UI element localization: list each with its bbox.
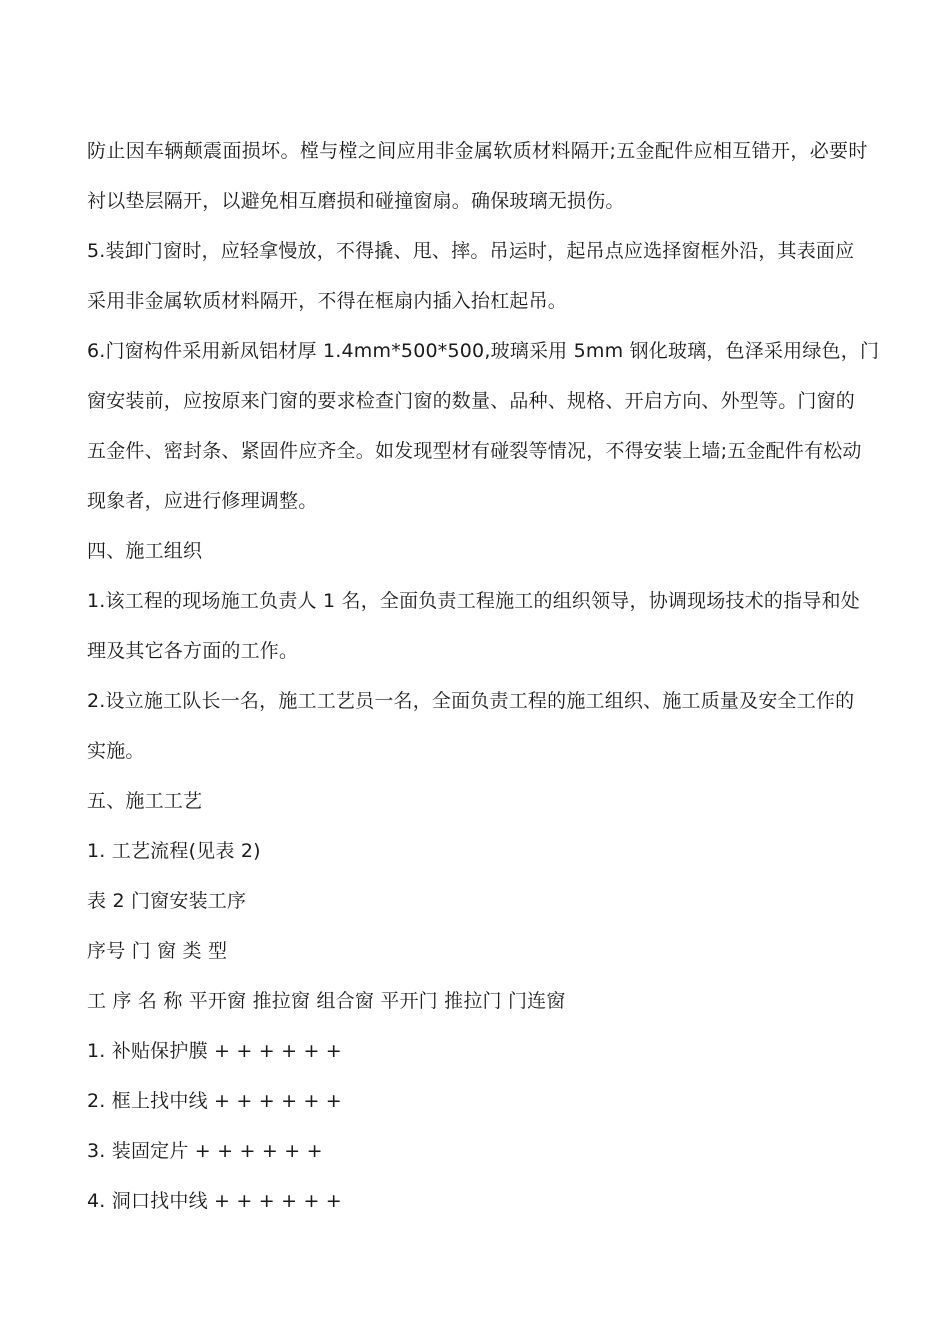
paragraph-line: 衬以垫层隔开，以避免相互磨损和碰撞窗扇。确保玻璃无损伤。 <box>87 190 625 212</box>
section-heading: 四、施工组织 <box>87 540 203 562</box>
paragraph-line: 实施。 <box>87 740 145 762</box>
table-header-line: 序号 门 窗 类 型 <box>87 940 228 962</box>
paragraph-line: 6.门窗构件采用新凤铝材厚 1.4mm*500*500,玻璃采用 5mm 钢化玻璃，色泽采用绿色，门 <box>87 340 880 362</box>
paragraph-line: 理及其它各方面的工作。 <box>87 640 299 662</box>
paragraph-line: 现象者，应进行修理调整。 <box>87 490 318 512</box>
paragraph-line: 采用非金属软质材料隔开，不得在框扇内插入抬杠起吊。 <box>87 290 568 312</box>
paragraph-line: 2.设立施工队长一名，施工工艺员一名，全面负责工程的施工组织、施工质量及安全工作的 <box>87 690 855 712</box>
paragraph-line: 窗安装前，应按原来门窗的要求检查门窗的数量、品种、规格、开启方向、外型等。门窗的 <box>87 390 856 412</box>
table-row: 2. 框上找中线 + + + + + + <box>87 1090 342 1112</box>
table-row: 4. 洞口找中线 + + + + + + <box>87 1190 342 1212</box>
table-row: 1. 补贴保护膜 + + + + + + <box>87 1040 342 1062</box>
section-heading: 五、施工工艺 <box>87 790 203 812</box>
table-caption: 表 2 门窗安装工序 <box>87 890 247 912</box>
table-row: 3. 装固定片 + + + + + + <box>87 1140 323 1162</box>
paragraph-line: 1.该工程的现场施工负责人 1 名，全面负责工程施工的组织领导，协调现场技术的指导和处 <box>87 590 860 612</box>
table-header-line: 工 序 名 称 平开窗 推拉窗 组合窗 平开门 推拉门 门连窗 <box>87 990 566 1012</box>
paragraph-line: 5.装卸门窗时，应轻拿慢放，不得撬、甩、摔。吊运时，起吊点应选择窗框外沿，其表面应 <box>87 240 855 262</box>
paragraph-line: 1. 工艺流程(见表 2) <box>87 840 261 862</box>
paragraph-line: 防止因车辆颠震面损坏。樘与樘之间应用非金属软质材料隔开;五金配件应相互错开，必要时 <box>87 140 868 162</box>
paragraph-line: 五金件、密封条、紧固件应齐全。如发现型材有碰裂等情况，不得安装上墙;五金配件有松动 <box>87 440 862 462</box>
